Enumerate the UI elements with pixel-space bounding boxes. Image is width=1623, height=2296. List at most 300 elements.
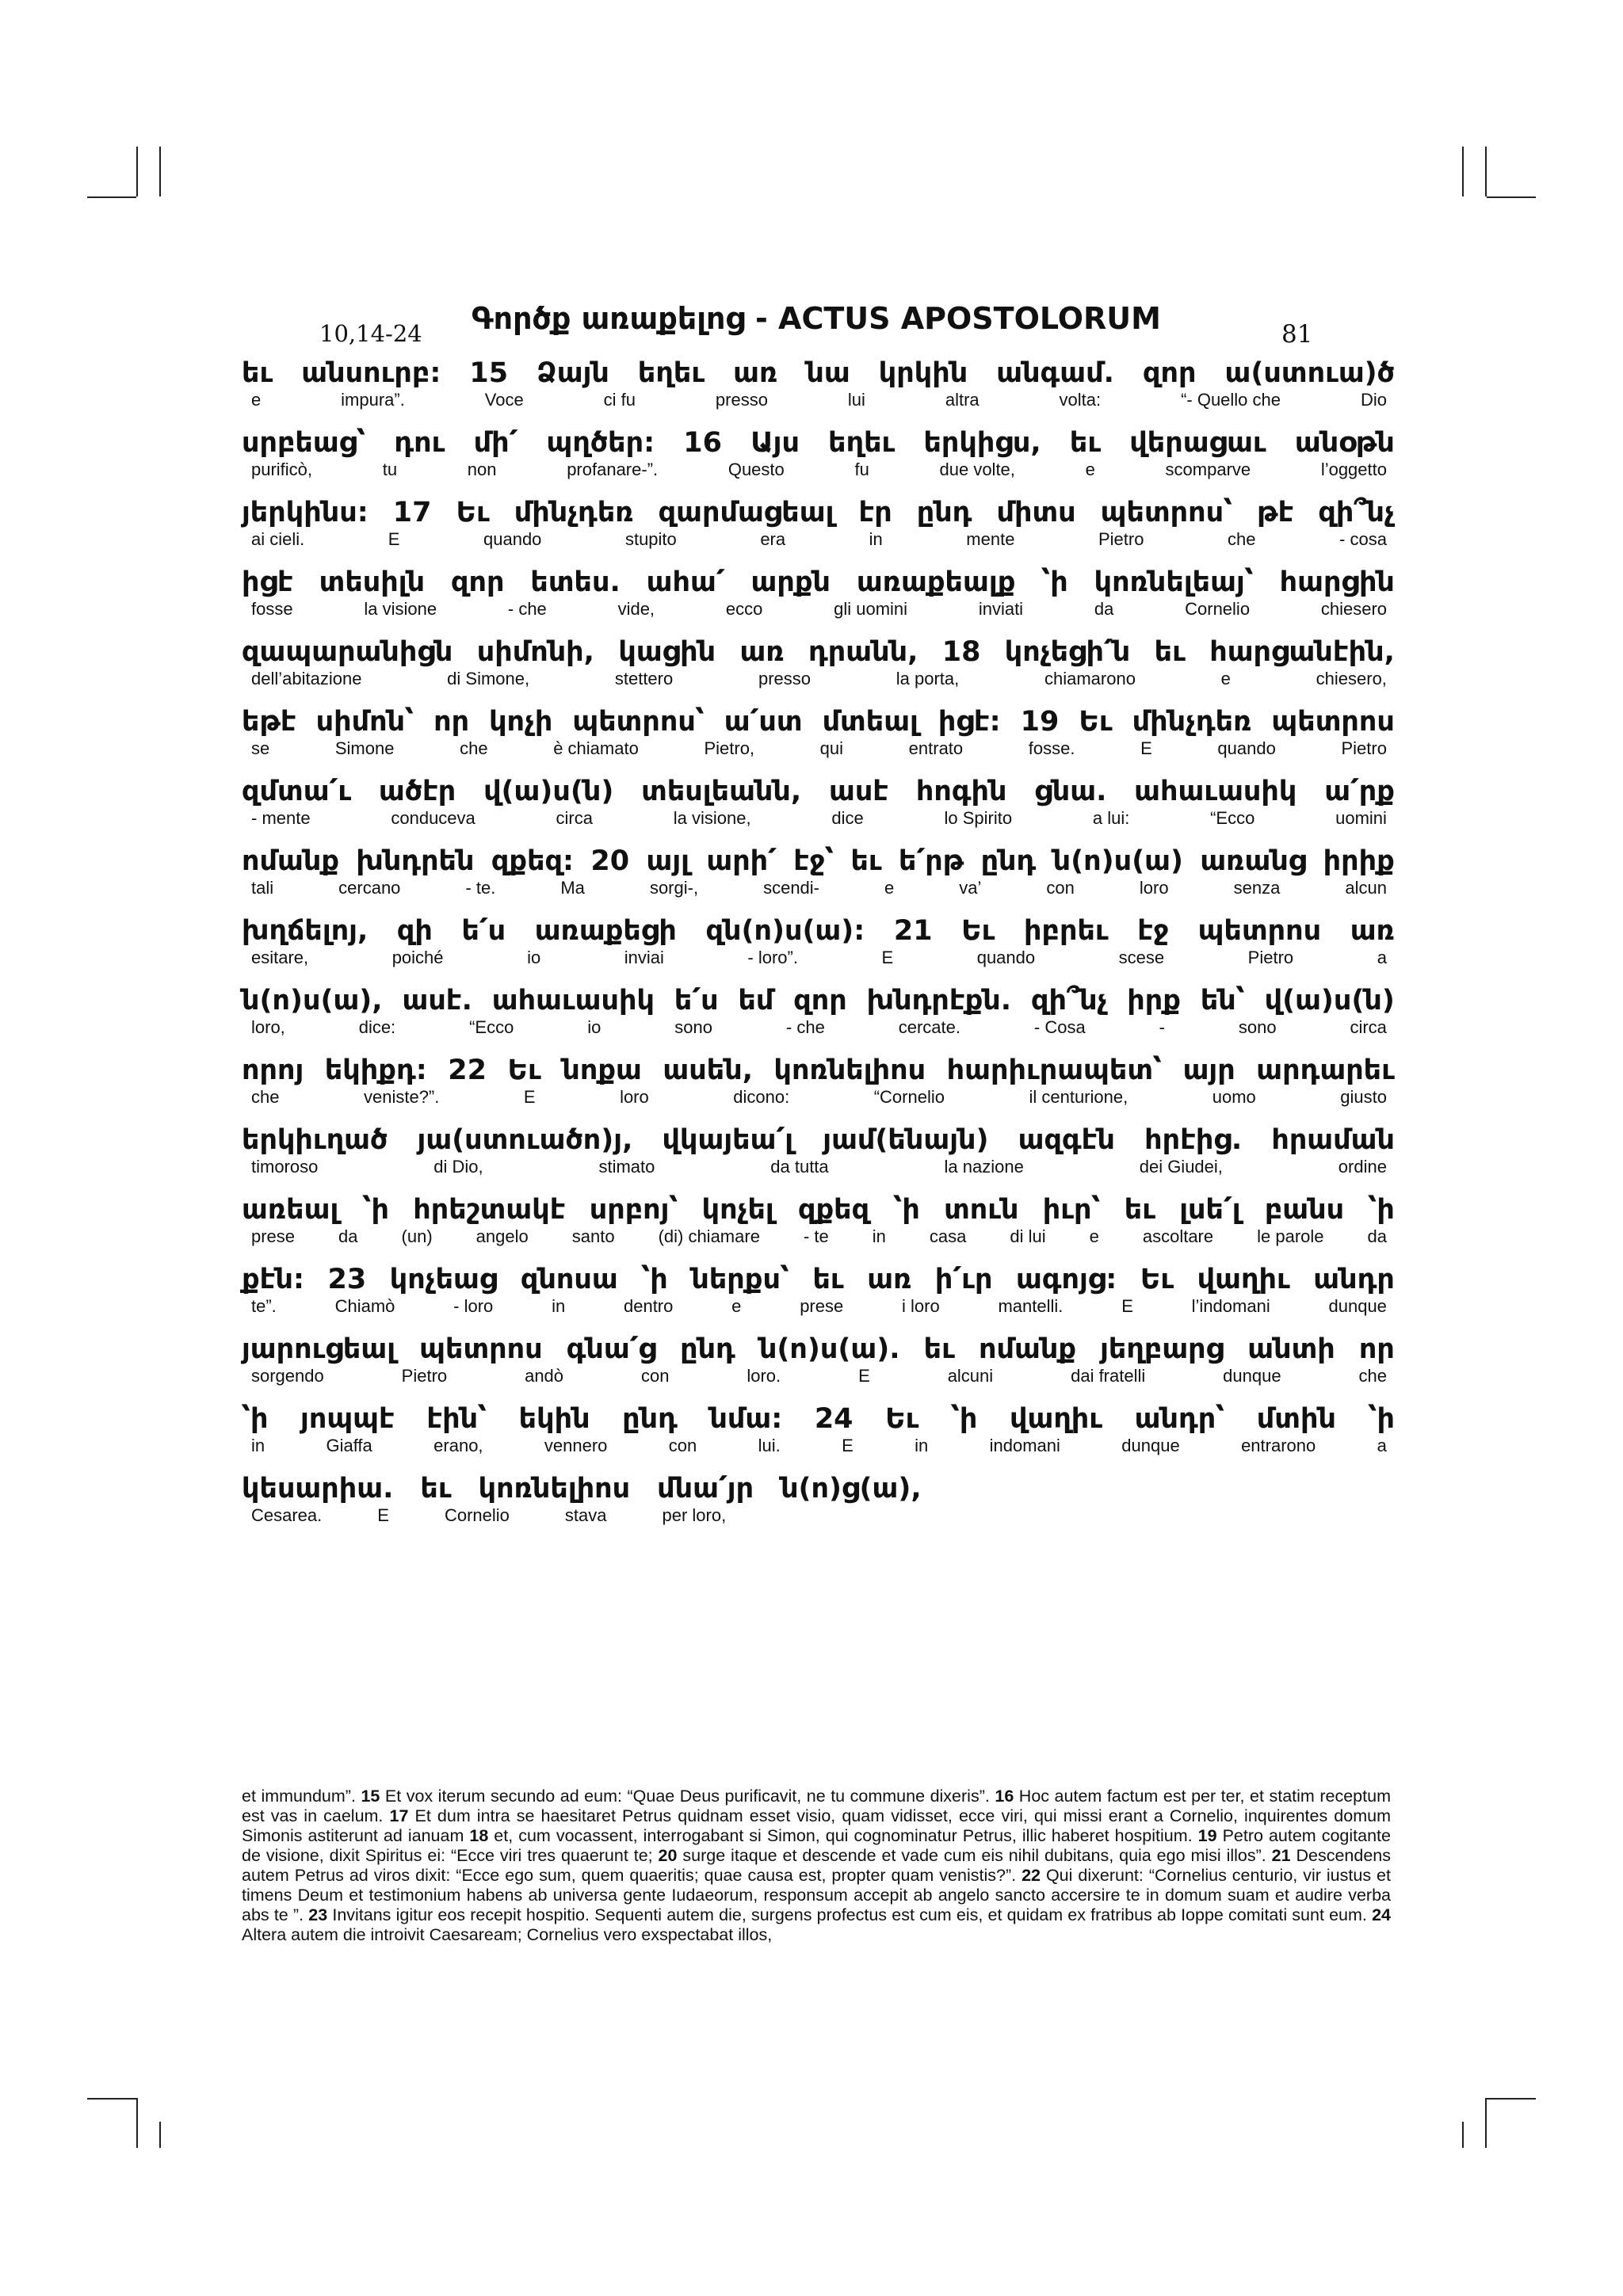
italian-gloss-line <box>242 529 1395 550</box>
italian-gloss: alcun <box>1345 878 1387 898</box>
italian-gloss: dicono: <box>733 1087 790 1107</box>
italian-gloss: Pietro <box>1341 738 1387 758</box>
interlinear-line <box>242 1402 1395 1472</box>
italian-gloss: io <box>527 948 541 967</box>
armenian-word: եւ <box>812 1264 844 1295</box>
italian-gloss: stupito <box>624 529 677 549</box>
italian-gloss: non <box>467 460 497 479</box>
italian-gloss: Cesarea. <box>251 1505 323 1525</box>
italian-gloss: di Dio, <box>433 1157 483 1177</box>
armenian-word: ահա՛ <box>646 566 725 598</box>
armenian-word: ընդ <box>622 1403 678 1435</box>
armenian-word: կոռնելեայ՝ <box>1094 566 1254 598</box>
armenian-word: իրիք <box>1323 845 1395 877</box>
italian-gloss: quando <box>976 948 1036 967</box>
italian-gloss-line <box>242 738 1395 759</box>
armenian-word: անսուրբ: <box>301 357 441 389</box>
armenian-word: ա՛ստ <box>724 706 803 738</box>
italian-gloss: inviati <box>978 599 1024 619</box>
italian-gloss: “Ecco <box>1210 808 1255 828</box>
chapter-reference: 10,14-24 <box>319 320 422 347</box>
armenian-word: կոռնելիոս <box>773 1055 926 1086</box>
armenian-word: պետրոս՝ <box>572 706 705 738</box>
italian-gloss: va’ <box>959 878 982 898</box>
italian-gloss: e <box>1089 1226 1099 1246</box>
armenian-word: սիմոնի, <box>476 636 594 668</box>
armenian-word: եղեւ <box>637 357 705 389</box>
armenian-word: գնա՛ց <box>566 1333 656 1365</box>
armenian-word: երկիցս, <box>923 427 1041 459</box>
armenian-word: ն(ո)ս(ա). <box>758 1333 900 1365</box>
italian-gloss-line <box>242 1087 1395 1108</box>
armenian-word: ՝ի <box>950 1403 978 1435</box>
interlinear-line <box>242 1193 1395 1263</box>
italian-gloss: andò <box>525 1366 564 1386</box>
armenian-word: իցէ: <box>938 706 1001 738</box>
armenian-word: արի՛ <box>706 845 777 877</box>
armenian-word: էջ՝ <box>793 845 834 877</box>
latin-footnote: et immundum”. 15 Et vox iterum secundo ad eum: “Quae Deus purificavit, ne tu commune dixeris”. 16 Hoc autem factum est per ter, et statim receptum est vas in caelum. 17 Et dum intra se haesitaret Petrus quidnam esset visio, quam vidisset, ecce viri, qui missi erant a Cornelio, inquirentes domum Simonis astiterunt ad ianuam 18 et, cum vocassent, interrogabant si Simon, qui cognominatur Petrus, illic haberet hospitium. 19 Petro autem cogitante de visione, dixit Spiritus ei: “Ecce viri tres quaerunt te; 20 surge itaque et descende et vade cum eis nihil dubitans, quia ego misi illos”. 21 Descendens autem Petrus ad viros dixit: “Ecce ego sum, quem quaeritis; quae causa est, propter quam venistis?”. 22 Qui dixerunt: “Cornelius centurio, vir iustus et timens Deum et testimonium habens ab universa gente Iudaeorum, responsum accepit ab angelo sancto accersire te in domum suam et audire verba abs te ”. 23 Invitans igitur eos recepit hospitio. Sequenti autem die, surgens profectus est cum eis, et quidam ex fratribus ab Ioppe comitati sunt eum. 24 Altera autem die introivit Caesaream; Cornelius vero exspectabat illos, <box>242 1787 1392 1944</box>
armenian-word: այր <box>1182 1055 1235 1086</box>
italian-gloss: con <box>1046 878 1075 898</box>
armenian-word: եւ <box>420 1473 452 1505</box>
armenian-line <box>242 1333 1395 1366</box>
italian-gloss: senza <box>1233 878 1281 898</box>
verse-number: 17 <box>389 1806 409 1825</box>
armenian-word: մինչդեռ <box>1132 706 1252 738</box>
armenian-line <box>242 775 1395 808</box>
armenian-word: պետրոս <box>419 1333 543 1365</box>
verse-number: 15 <box>361 1787 380 1806</box>
armenian-word: եւ <box>1154 636 1186 668</box>
armenian-word: կոչել <box>701 1194 774 1226</box>
armenian-word: առեալ <box>242 1194 339 1226</box>
armenian-word: 19 <box>1020 706 1060 738</box>
verse-number: 18 <box>469 1826 489 1845</box>
italian-gloss: Voce <box>484 390 524 410</box>
armenian-word: եւ <box>923 1333 955 1365</box>
interlinear-line <box>242 1333 1395 1402</box>
armenian-word: վ(ա)ս(ն) <box>483 776 614 807</box>
verse-number: 20 <box>658 1846 678 1865</box>
armenian-word: սրբոյ՝ <box>589 1194 678 1226</box>
italian-gloss: prese <box>800 1296 844 1316</box>
armenian-word: արդարեւ <box>1256 1055 1395 1086</box>
italian-gloss: vide, <box>617 599 655 619</box>
interlinear-line <box>242 357 1395 426</box>
italian-gloss: E <box>377 1505 389 1525</box>
italian-gloss: cercano <box>338 878 401 898</box>
italian-gloss: ai cieli. <box>251 529 305 549</box>
armenian-word: արքն <box>750 566 831 598</box>
armenian-word: մտեալ <box>822 706 918 738</box>
armenian-word: յեղբարց <box>1100 1333 1224 1365</box>
italian-gloss: loro <box>620 1087 649 1107</box>
armenian-word: բանս <box>1264 1194 1345 1226</box>
italian-gloss: scendi- <box>763 878 819 898</box>
italian-gloss: Ma <box>560 878 585 898</box>
italian-gloss: E <box>881 948 894 967</box>
italian-gloss: in <box>869 529 883 549</box>
verse-number: 22 <box>1022 1866 1041 1885</box>
armenian-word: հրեշտակէ <box>413 1194 566 1226</box>
armenian-word: սիմոն՝ <box>315 706 414 738</box>
italian-gloss: timoroso <box>251 1157 319 1177</box>
armenian-word: վկայեա՛լ <box>662 1124 794 1156</box>
italian-gloss: circa <box>556 808 593 828</box>
italian-gloss: di Simone, <box>447 669 530 688</box>
armenian-word: են՝ <box>1200 985 1245 1016</box>
armenian-word: զմտա՛ւ <box>242 776 352 807</box>
armenian-word: 15 <box>469 357 509 389</box>
italian-gloss: alcuni <box>947 1366 994 1386</box>
armenian-word: ն(ո)ս(ա) <box>1052 845 1183 877</box>
armenian-word: ընդ <box>916 497 972 528</box>
verse-number: 24 <box>1372 1905 1391 1924</box>
armenian-word: զի՞նչ <box>1318 497 1395 528</box>
italian-gloss: poiché <box>391 948 444 967</box>
armenian-word: վ(ա)ս(ն) <box>1264 985 1395 1016</box>
armenian-word: կրկին <box>878 357 968 389</box>
italian-gloss: fu <box>854 460 869 479</box>
italian-gloss: in <box>552 1296 566 1316</box>
armenian-word: զքեզ: <box>491 845 575 877</box>
italian-gloss: impura”. <box>341 390 405 410</box>
armenian-word: խնդրեն <box>356 845 475 877</box>
armenian-word: Եւ <box>961 915 995 947</box>
italian-gloss-line <box>242 878 1395 898</box>
italian-gloss: E <box>1121 1296 1133 1316</box>
armenian-word: յա(ստուածո)յ, <box>417 1124 633 1156</box>
armenian-word: ՝ի <box>641 1264 668 1295</box>
italian-gloss: indomani <box>989 1436 1060 1455</box>
italian-gloss: “Cornelio <box>873 1087 945 1107</box>
italian-gloss: - loro”. <box>747 948 798 967</box>
italian-gloss: due volte, <box>939 460 1015 479</box>
armenian-word: նմա: <box>709 1403 783 1435</box>
italian-gloss: Chiamò <box>334 1296 395 1316</box>
armenian-word: Եւ <box>1079 706 1113 738</box>
armenian-word: պետրոս <box>1197 915 1322 947</box>
armenian-word: ՝ի <box>1368 1194 1395 1226</box>
armenian-word: զոր <box>1142 357 1197 389</box>
armenian-word: զն(ո)ս(ա): <box>705 915 865 947</box>
italian-gloss: Cornelio <box>444 1505 510 1525</box>
armenian-word: կոռնելիոս <box>478 1473 631 1505</box>
italian-gloss: dai fratelli <box>1071 1366 1146 1386</box>
armenian-word: որոյ <box>242 1055 304 1086</box>
italian-gloss-line <box>242 390 1395 410</box>
interlinear-line <box>242 566 1395 635</box>
italian-gloss: - <box>1159 1017 1165 1037</box>
italian-gloss: - Cosa <box>1033 1017 1086 1037</box>
interlinear-line <box>242 496 1395 566</box>
italian-gloss: sono <box>674 1017 712 1037</box>
italian-gloss: chiamarono <box>1044 669 1136 688</box>
page-content <box>242 293 1395 1525</box>
italian-gloss: “Ecco <box>469 1017 514 1037</box>
armenian-word: մտին <box>1256 1403 1336 1435</box>
italian-gloss-line <box>242 1157 1395 1177</box>
italian-gloss: dunque <box>1223 1366 1281 1386</box>
italian-gloss: l’indomani <box>1191 1296 1270 1316</box>
armenian-word: որ <box>1358 1333 1395 1365</box>
armenian-word: եւ <box>1069 427 1102 459</box>
italian-gloss: tali <box>251 878 274 898</box>
armenian-word: ոմանք <box>242 845 339 877</box>
armenian-word: պետրոս <box>1271 706 1395 738</box>
armenian-line <box>242 496 1395 529</box>
italian-gloss: chiesero, <box>1316 669 1387 688</box>
italian-gloss: chiesero <box>1320 599 1387 619</box>
italian-gloss: lui <box>847 390 865 410</box>
italian-gloss: - mente <box>251 808 311 828</box>
armenian-word: ազգէն <box>1018 1124 1115 1156</box>
interlinear-line <box>242 1054 1395 1123</box>
armenian-word: էջ <box>1137 915 1170 947</box>
armenian-word: զի՞նչ <box>1030 985 1108 1016</box>
armenian-word: հարցանէին, <box>1209 636 1395 668</box>
italian-gloss-line <box>242 1296 1395 1317</box>
armenian-word: երկիւղած <box>242 1124 388 1156</box>
italian-gloss-line <box>242 460 1395 480</box>
armenian-word: ե՛ս <box>674 985 719 1016</box>
italian-gloss: Dio <box>1360 390 1387 410</box>
italian-gloss: e <box>884 878 895 898</box>
armenian-word: կոչեցի՛ն <box>1004 636 1131 668</box>
page-number: 81 <box>1281 320 1313 349</box>
armenian-word: տուն <box>944 1194 1019 1226</box>
page-header <box>242 293 1395 349</box>
italian-gloss: io <box>587 1017 601 1037</box>
italian-gloss: E <box>858 1366 870 1386</box>
armenian-word: 20 <box>590 845 630 877</box>
armenian-word: Այս <box>750 427 800 459</box>
italian-gloss: entrarono <box>1241 1436 1316 1455</box>
armenian-word: սրբեաց՝ <box>242 427 366 459</box>
italian-gloss: Questo <box>727 460 785 479</box>
armenian-word: 22 <box>448 1055 487 1086</box>
italian-gloss: la visione <box>364 599 437 619</box>
italian-gloss: e <box>1085 460 1095 479</box>
armenian-word: ներքս՝ <box>691 1264 789 1295</box>
italian-gloss: (un) <box>401 1226 433 1246</box>
armenian-word: զի <box>396 915 433 947</box>
armenian-word: ահաւասիկ <box>491 985 655 1016</box>
italian-gloss: sorgendo <box>251 1366 324 1386</box>
armenian-word: որ <box>433 706 470 738</box>
verse-number: 21 <box>1271 1846 1291 1865</box>
armenian-word: նա <box>806 357 850 389</box>
italian-gloss: da tutta <box>770 1157 829 1177</box>
armenian-line <box>242 1054 1395 1087</box>
armenian-word: ագոյց: <box>1015 1264 1117 1295</box>
italian-gloss: l’oggetto <box>1320 460 1387 479</box>
italian-gloss: stimato <box>598 1157 655 1177</box>
armenian-word: ե՛ս <box>461 915 506 947</box>
armenian-word: ՝ի <box>893 1194 920 1226</box>
armenian-word: Եւ <box>456 497 490 528</box>
armenian-word: զքեզ <box>797 1194 870 1226</box>
armenian-word: անօթն <box>1294 427 1395 459</box>
interlinear-line <box>242 426 1395 496</box>
armenian-word: եղեւ <box>828 427 896 459</box>
armenian-line <box>242 566 1395 599</box>
italian-gloss: è chiamato <box>553 738 639 758</box>
armenian-line <box>242 914 1395 948</box>
interlinear-text <box>242 357 1395 1542</box>
armenian-line <box>242 357 1395 390</box>
italian-gloss: Pietro <box>401 1366 448 1386</box>
italian-gloss: per loro, <box>662 1505 727 1525</box>
armenian-word: ՝ի <box>1041 566 1068 598</box>
armenian-word: իցէ <box>242 566 293 598</box>
italian-gloss: dentro <box>623 1296 674 1316</box>
italian-gloss-line <box>242 948 1395 968</box>
italian-gloss: tu <box>382 460 398 479</box>
armenian-word: Ձայն <box>537 357 609 389</box>
italian-gloss: te”. <box>251 1296 277 1316</box>
italian-gloss: circa <box>1350 1017 1387 1037</box>
armenian-line <box>242 1402 1395 1436</box>
italian-gloss: lui. <box>758 1436 781 1455</box>
armenian-word: ՝ի <box>362 1194 389 1226</box>
armenian-word: անդր՝ <box>1134 1403 1225 1435</box>
italian-gloss: entrato <box>908 738 964 758</box>
italian-gloss: ordine <box>1338 1157 1387 1177</box>
italian-gloss: da <box>1367 1226 1387 1246</box>
italian-gloss: la nazione <box>944 1157 1024 1177</box>
verse-number: 16 <box>995 1787 1014 1806</box>
italian-gloss: veniste?”. <box>363 1087 440 1107</box>
armenian-word: ընդ <box>980 845 1037 877</box>
armenian-word: ետես. <box>530 566 621 598</box>
armenian-word: կացին <box>618 636 716 668</box>
armenian-word: եմ <box>738 985 774 1016</box>
armenian-word: առ <box>867 1264 912 1295</box>
interlinear-line <box>242 845 1395 914</box>
italian-gloss: era <box>760 529 786 549</box>
italian-gloss: lo Spirito <box>944 808 1013 828</box>
italian-gloss-line <box>242 1226 1395 1247</box>
italian-gloss: a <box>1377 1436 1387 1455</box>
italian-gloss: E <box>388 529 400 549</box>
armenian-word: ե՛րթ <box>899 845 964 877</box>
armenian-line <box>242 845 1395 878</box>
verse-number: 19 <box>1197 1826 1217 1845</box>
italian-gloss: in <box>251 1436 265 1455</box>
italian-gloss: altra <box>945 390 980 410</box>
armenian-word: առաքեալք <box>856 566 1016 598</box>
page-title: Գործք առաքելոց - ACTUS APOSTOLORUM <box>472 301 1161 336</box>
armenian-word: եթէ <box>242 706 296 738</box>
armenian-word: ա(ստուա)ծ <box>1224 357 1395 389</box>
italian-gloss: dunque <box>1328 1296 1387 1316</box>
italian-gloss: mente <box>966 529 1015 549</box>
armenian-line <box>242 984 1395 1017</box>
italian-gloss: che <box>460 738 488 758</box>
italian-gloss: con <box>668 1436 697 1455</box>
italian-gloss: Pietro <box>1247 948 1294 967</box>
armenian-word: քէն: <box>242 1264 304 1295</box>
armenian-line <box>242 1193 1395 1226</box>
italian-gloss: conduceva <box>391 808 475 828</box>
armenian-word: զարմացեալ <box>658 497 834 528</box>
italian-gloss: gli uomini <box>834 599 908 619</box>
armenian-line <box>242 1123 1395 1157</box>
armenian-line <box>242 635 1395 669</box>
armenian-word: յամ(ենայն) <box>823 1124 989 1156</box>
interlinear-line <box>242 1263 1395 1333</box>
armenian-word: ածէր <box>378 776 456 807</box>
interlinear-line <box>242 1472 1395 1542</box>
interlinear-line <box>242 635 1395 705</box>
italian-gloss: vennero <box>544 1436 608 1455</box>
italian-gloss: Cornelio <box>1185 599 1251 619</box>
italian-gloss: Pietro, <box>704 738 755 758</box>
italian-gloss: - loro <box>453 1296 494 1316</box>
armenian-word: զնոսա <box>520 1264 618 1295</box>
italian-gloss: la porta, <box>896 669 960 688</box>
italian-gloss: se <box>251 738 270 758</box>
armenian-word: էր <box>858 497 892 528</box>
armenian-word: ՝ի <box>1368 1403 1395 1435</box>
armenian-word: իրք <box>1127 985 1181 1016</box>
armenian-word: ասէ. <box>402 985 472 1016</box>
italian-gloss: che <box>1228 529 1256 549</box>
italian-gloss: inviai <box>624 948 664 967</box>
italian-gloss: Simone <box>334 738 395 758</box>
armenian-word: առ <box>739 636 785 668</box>
italian-gloss-line <box>242 669 1395 689</box>
verse-number: 23 <box>308 1905 328 1924</box>
italian-gloss: le parole <box>1257 1226 1324 1246</box>
armenian-word: եկիքդ: <box>324 1055 427 1086</box>
armenian-word: ա՛րք <box>1324 776 1395 807</box>
armenian-word: 23 <box>327 1264 367 1295</box>
armenian-word: Եւ <box>885 1403 919 1435</box>
armenian-word: հոգին <box>915 776 1007 807</box>
armenian-word: ահաւասիկ <box>1134 776 1297 807</box>
italian-gloss: fosse <box>251 599 293 619</box>
italian-gloss: purificò, <box>251 460 313 479</box>
interlinear-line <box>242 984 1395 1054</box>
italian-gloss-line <box>242 808 1395 829</box>
armenian-word: իւր՝ <box>1042 1194 1101 1226</box>
armenian-word: զոր <box>451 566 505 598</box>
italian-gloss: la visione, <box>673 808 751 828</box>
italian-gloss: sorgi-, <box>649 878 699 898</box>
armenian-word: կոչի <box>489 706 553 738</box>
italian-gloss: che <box>251 1087 280 1107</box>
armenian-word: պղծեր: <box>546 427 655 459</box>
armenian-word: մինչդեռ <box>514 497 634 528</box>
italian-gloss: ci fu <box>603 390 636 410</box>
armenian-word: վաղիւ <box>1009 1403 1103 1435</box>
italian-gloss: loro <box>1139 878 1169 898</box>
italian-gloss: da <box>338 1226 358 1246</box>
armenian-word: էին՝ <box>426 1403 487 1435</box>
italian-gloss: dunque <box>1121 1436 1180 1455</box>
italian-gloss: e <box>251 390 262 410</box>
armenian-word: եւ <box>242 357 273 389</box>
interlinear-line <box>242 775 1395 845</box>
italian-gloss: presso <box>758 669 812 688</box>
armenian-word: անդր <box>1313 1264 1395 1295</box>
italian-gloss: sono <box>1238 1017 1277 1037</box>
armenian-word: 16 <box>683 427 723 459</box>
armenian-word: Եւ <box>507 1055 541 1086</box>
